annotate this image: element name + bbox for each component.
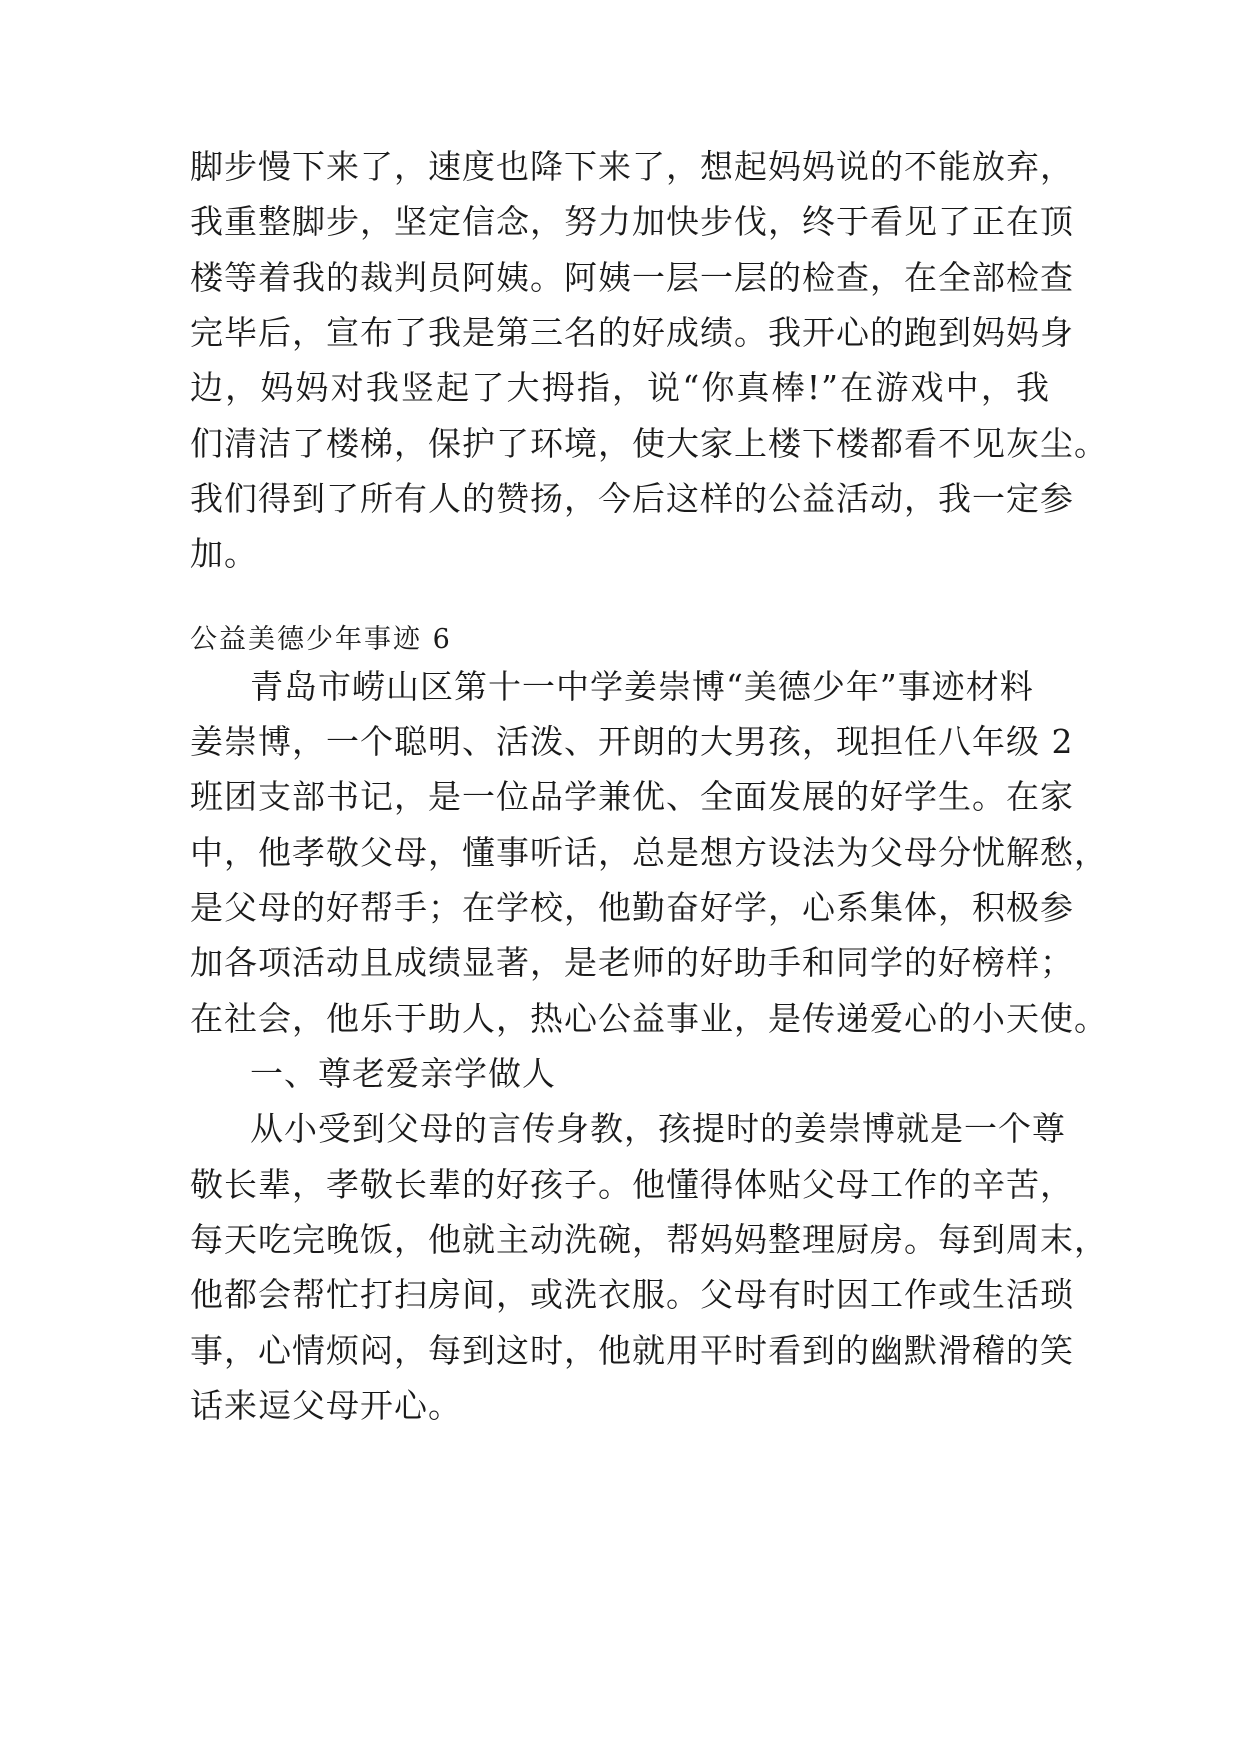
paragraph-line: 事，心情烦闷，每到这时，他就用平时看到的幽默滑稽的笑	[190, 1331, 1074, 1370]
paragraph-line: 完毕后，宣布了我是第三名的好成绩。我开心的跑到妈妈身	[190, 313, 1074, 352]
section-heading: 公益美德少年事迹 6	[190, 624, 452, 655]
subsection-heading: 一、尊老爱亲学做人	[250, 1054, 556, 1093]
paragraph-line: 我们得到了所有人的赞扬，今后这样的公益活动，我一定参	[190, 479, 1074, 518]
paragraph-line: 中，他孝敬父母，懂事听话，总是想方设法为父母分忧解愁，	[190, 833, 1108, 872]
paragraph-line: 们清洁了楼梯，保护了环境，使大家上楼下楼都看不见灰尘。	[190, 424, 1108, 463]
paragraph-line: 话来逗父母开心。	[190, 1386, 462, 1425]
paragraph-line: 他都会帮忙打扫房间，或洗衣服。父母有时因工作或生活琐	[190, 1275, 1074, 1314]
paragraph-line: 加各项活动且成绩显著，是老师的好助手和同学的好榜样；	[190, 943, 1074, 982]
paragraph-line: 青岛市崂山区第十一中学姜崇博“美德少年”事迹材料	[250, 667, 1034, 706]
paragraph-line: 是父母的好帮手；在学校，他勤奋好学，心系集体，积极参	[190, 888, 1074, 927]
paragraph-line: 从小受到父母的言传身教，孩提时的姜崇博就是一个尊	[250, 1109, 1066, 1148]
paragraph-line: 边，妈妈对我竖起了大拇指，说“你真棒!”在游戏中，我	[190, 368, 1050, 407]
paragraph-line: 班团支部书记，是一位品学兼优、全面发展的好学生。在家	[190, 777, 1074, 816]
paragraph-line: 姜崇博，一个聪明、活泼、开朗的大男孩，现担任八年级 2	[190, 722, 1074, 761]
paragraph-line: 在社会，他乐于助人，热心公益事业，是传递爱心的小天使。	[190, 999, 1108, 1038]
paragraph-line: 我重整脚步，坚定信念，努力加快步伐，终于看见了正在顶	[190, 202, 1074, 241]
paragraph-line: 脚步慢下来了，速度也降下来了，想起妈妈说的不能放弃，	[190, 147, 1074, 186]
paragraph-line: 敬长辈，孝敬长辈的好孩子。他懂得体贴父母工作的辛苦，	[190, 1165, 1074, 1204]
paragraph-line: 加。	[190, 534, 258, 573]
paragraph-line: 楼等着我的裁判员阿姨。阿姨一层一层的检查，在全部检查	[190, 258, 1074, 297]
paragraph-line: 每天吃完晚饭，他就主动洗碗，帮妈妈整理厨房。每到周末，	[190, 1220, 1108, 1259]
